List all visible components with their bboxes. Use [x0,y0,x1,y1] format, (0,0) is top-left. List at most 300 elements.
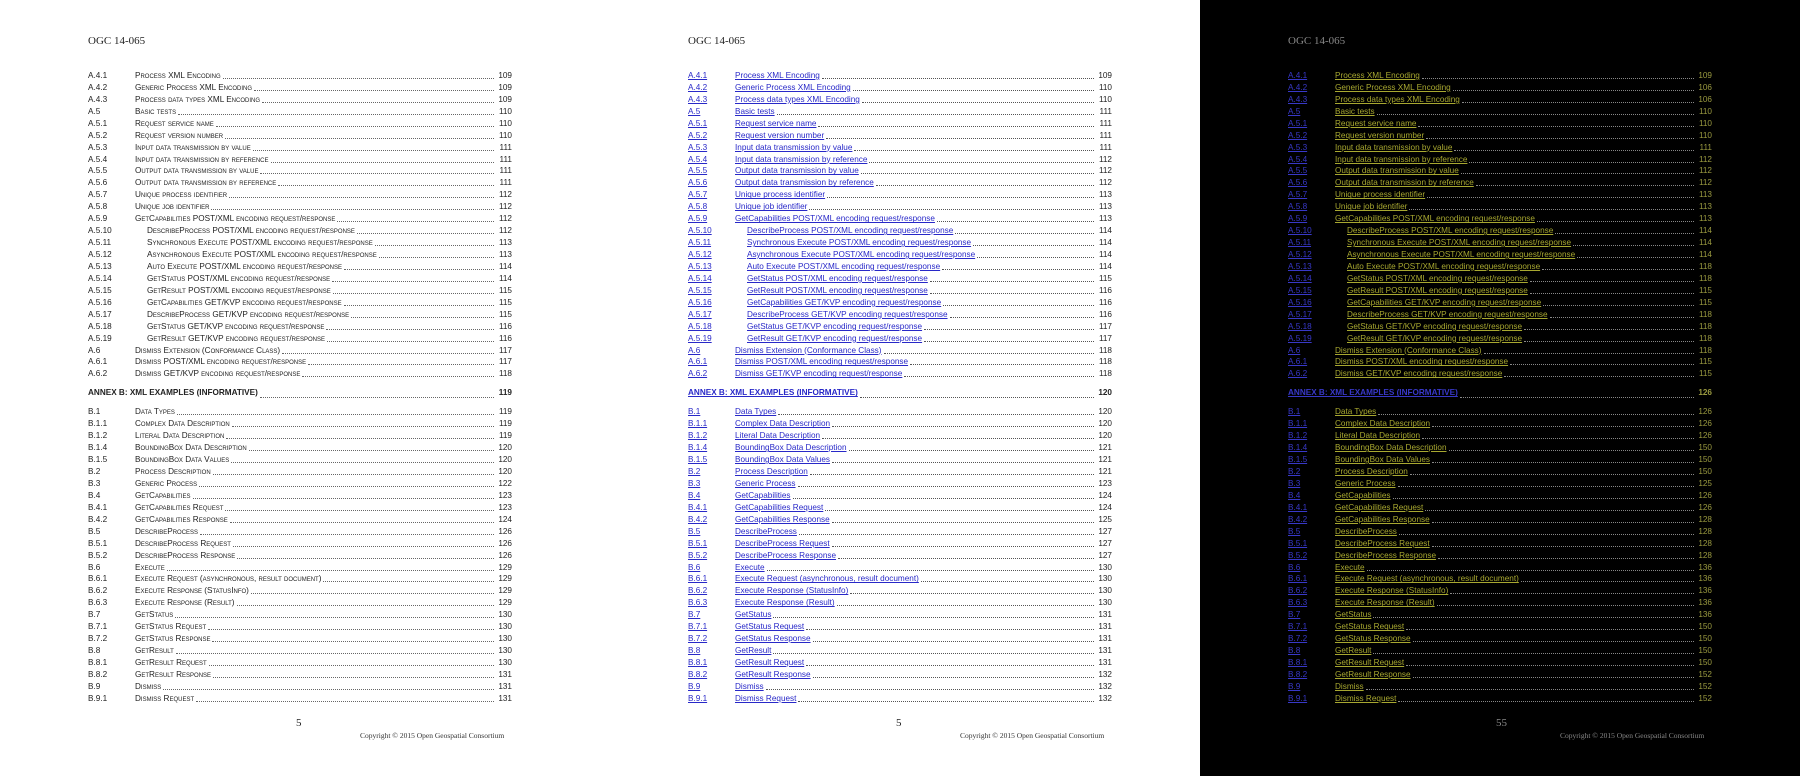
toc-entry-title: BoundingBox Data Description [135,443,247,453]
toc-entry-title[interactable]: GetCapabilities GET/KVP encoding request/response [747,297,942,307]
toc-entry-title[interactable]: Input data transmission by reference [1335,154,1468,164]
toc-entry-number: A.5.6 [1288,178,1308,188]
toc-entry[interactable] [1288,213,1712,225]
toc-entry[interactable] [1288,154,1712,166]
toc-entry-title: ANNEX B: XML EXAMPLES (INFORMATIVE) [88,388,258,398]
toc-entry [88,201,512,213]
toc-entry[interactable] [688,261,1112,273]
toc-entry-title[interactable]: Basic tests [1335,106,1375,116]
toc-entry[interactable] [688,249,1112,261]
dot-leader [854,150,1094,151]
toc-entry-title[interactable]: Request service name [735,118,817,128]
dot-leader [1367,570,1694,571]
toc-entry-title: Dismiss POST/XML encoding request/response [135,357,307,367]
toc-entry[interactable] [688,118,1112,130]
toc-entry-title[interactable]: Data Types [735,407,777,417]
toc-entry[interactable] [688,273,1112,285]
toc-entry [88,645,512,657]
dot-leader [1426,138,1694,139]
toc-entry[interactable] [1288,118,1712,130]
toc-entry-title[interactable]: Process Description [1335,467,1408,477]
toc-entry-title[interactable]: GetStatus GET/KVP encoding request/response [747,321,923,331]
toc-entry[interactable] [1288,177,1712,189]
toc-entry-title[interactable]: GetResult [1335,646,1372,656]
toc-entry[interactable] [1288,345,1712,357]
toc-entry[interactable] [1288,70,1712,82]
toc-entry[interactable] [688,597,1112,609]
toc-entry-number: A.5.14 [1288,273,1312,283]
toc-entry-title[interactable]: GetStatus [1335,610,1372,620]
toc-entry [88,130,512,142]
toc-entry-title[interactable]: Input data transmission by value [1335,142,1453,152]
toc-entry-title[interactable]: Generic Process XML Encoding [1335,82,1451,92]
toc-entry-title[interactable]: Unique job identifier [735,202,808,212]
toc-entry-title[interactable]: Dismiss POST/XML encoding request/response [1335,357,1509,367]
toc-entry-number: A.5.5 [88,166,108,176]
toc-entry-title[interactable]: GetCapabilities Response [1335,514,1430,524]
toc-entry-title[interactable]: GetResult Request [735,658,805,668]
toc-entry-title[interactable]: Dismiss Request [1335,693,1397,703]
toc-entry[interactable] [688,466,1112,478]
toc-entry-number: B.7.1 [1288,622,1308,632]
toc-entry [88,94,512,106]
toc-entry-title[interactable]: GetCapabilities [735,490,791,500]
toc-entry-title[interactable]: GetStatus Response [735,634,811,644]
toc-entry-title[interactable]: Execute Response (Result) [735,598,835,608]
toc-entry[interactable] [688,166,1112,178]
toc-entry [88,406,512,418]
toc-entry[interactable] [1288,368,1712,380]
toc-entry[interactable] [1288,201,1712,213]
toc-entry-title[interactable]: Asynchronous Execute POST/XML encoding request/response [1347,250,1576,260]
toc-entry[interactable] [688,502,1112,514]
toc-entry[interactable] [688,490,1112,502]
page-number: 5 [896,717,902,729]
toc-entry-title[interactable]: Generic Process [735,478,796,488]
toc-entry[interactable] [1288,562,1712,574]
toc-entry-title[interactable]: DescribeProcess Response [1335,550,1437,560]
toc-entry[interactable] [1288,406,1712,418]
toc-entry-title[interactable]: GetStatus POST/XML encoding request/response [747,273,928,283]
toc-entry-title[interactable]: Input data transmission by value [735,142,853,152]
toc-entry-title: DescribeProcess [135,526,199,536]
toc-entry-title[interactable]: Process Description [735,467,808,477]
dot-leader [1378,414,1694,415]
toc-entry[interactable] [1288,585,1712,597]
toc-entry-page: 112 [1098,166,1112,176]
dot-leader [1398,486,1694,487]
toc-entry-number: B.5 [1288,526,1301,536]
toc-entry-number: A.5.14 [88,273,112,283]
toc-entry-number: B.9.1 [88,693,108,703]
toc-entry[interactable] [688,130,1112,142]
toc-entry-title[interactable]: Dismiss POST/XML encoding request/response [735,357,909,367]
toc-entry-title: Process data types XML Encoding [135,94,261,104]
toc-entry-title[interactable]: BoundingBox Data Description [735,443,847,453]
toc-entry-title[interactable]: Request version number [735,130,825,140]
toc-entry[interactable] [1288,633,1712,645]
toc-entry[interactable] [1288,657,1712,669]
toc-entry-number: B.6.3 [688,598,708,608]
toc-entry-title: GetStatus [135,610,174,620]
toc-entry[interactable] [688,550,1112,562]
toc-entry[interactable] [688,454,1112,466]
toc-entry[interactable] [1288,418,1712,430]
toc-entry[interactable] [688,237,1112,249]
toc-entry[interactable] [1288,669,1712,681]
toc-entry-page: 111 [499,166,512,176]
toc-annex-heading[interactable] [1288,380,1712,406]
dot-leader [1373,653,1694,654]
toc-entry[interactable] [1288,490,1712,502]
toc-entry[interactable] [1288,621,1712,633]
toc-entry[interactable] [1288,466,1712,478]
toc-entry-title[interactable]: Auto Execute POST/XML encoding request/response [1347,261,1541,271]
toc-entry[interactable] [1288,526,1712,538]
toc-entry-title: Unique process identifier [135,190,228,200]
toc-entry-page: 113 [1698,190,1712,200]
toc-entry-title[interactable]: Complex Data Description [735,419,831,429]
toc-entry[interactable] [688,621,1112,633]
toc-entry-number: A.5.3 [1288,142,1308,152]
toc-entry-title[interactable]: Asynchronous Execute POST/XML encoding request/response [747,250,976,260]
dot-leader [1410,474,1694,475]
toc-entry-number: A.5.9 [88,214,108,224]
toc-entry-title[interactable]: Dismiss GET/KVP encoding request/response [735,369,903,379]
toc-entry-title[interactable]: DescribeProcess Response [735,550,837,560]
toc-entry-title[interactable]: Basic tests [735,106,775,116]
toc-entry-title: GetCapabilities POST/XML encoding request/response [135,214,336,224]
toc-entry[interactable] [688,633,1112,645]
toc-entry-number: A.4.3 [88,94,108,104]
toc-entry-page: 130 [1098,586,1112,596]
toc-entry-title[interactable]: DescribeProcess [735,526,797,536]
toc-entry[interactable] [1288,106,1712,118]
toc-entry[interactable] [688,657,1112,669]
toc-annex-heading[interactable] [688,380,1112,406]
toc-entry-number: A.5.7 [88,190,108,200]
toc-entry[interactable] [1288,225,1712,237]
toc-entry-title[interactable]: Unique process identifier [1335,190,1426,200]
toc-entry[interactable] [1288,538,1712,550]
toc-entry-title[interactable]: Dismiss Extension (Conformance Class) [735,345,882,355]
dot-leader [778,414,1094,415]
toc-entry[interactable] [1288,454,1712,466]
toc-entry-title[interactable]: Synchronous Execute POST/XML encoding request/response [747,238,972,248]
toc-entry[interactable] [1288,574,1712,586]
toc-entry[interactable] [1288,357,1712,369]
toc-entry-title[interactable]: Execute Response (StatusInfo) [1335,586,1449,596]
toc-entry [88,550,512,562]
toc-entry-title[interactable]: GetCapabilities Response [735,514,830,524]
toc-entry-title[interactable]: Data Types [1335,407,1377,417]
toc-entry-title[interactable]: Literal Data Description [1335,431,1421,441]
toc-entry[interactable] [1288,273,1712,285]
toc-entry[interactable] [688,201,1112,213]
toc-entry-number: A.6 [1288,345,1301,355]
toc-entry-number: B.3 [88,478,101,488]
toc-entry-title[interactable]: GetResult Response [1335,669,1411,679]
toc-entry[interactable] [688,681,1112,693]
toc-entry-title[interactable]: GetCapabilities Request [735,502,824,512]
toc-entry-title[interactable]: Synchronous Execute POST/XML encoding request/response [1347,238,1572,248]
toc-entry-title[interactable]: Generic Process [1335,478,1396,488]
toc-entry-title[interactable]: GetResult GET/KVP encoding request/response [747,333,923,343]
toc-entry-title[interactable]: GetStatus Response [1335,634,1411,644]
toc-entry-title[interactable]: BoundingBox Data Values [1335,455,1430,465]
dot-leader [1373,617,1694,618]
toc-entry-title[interactable]: GetCapabilities POST/XML encoding request/response [1335,214,1535,224]
toc-entry-title[interactable]: GetStatus GET/KVP encoding request/response [1347,321,1523,331]
toc-entry[interactable] [1288,609,1712,621]
toc-entry[interactable] [1288,189,1712,201]
toc-entry[interactable] [1288,597,1712,609]
toc-entry-page: 111 [1099,118,1112,128]
toc-entry-page: 113 [1098,190,1112,200]
toc-entry-title[interactable]: GetCapabilities [1335,490,1391,500]
dot-leader [813,641,1094,642]
toc-entry-title[interactable]: Output data transmission by value [735,166,859,176]
toc-entry-title[interactable]: Process data types XML Encoding [1335,94,1460,104]
toc-entry[interactable] [1288,478,1712,490]
toc-entry-number: A.5.4 [88,154,108,164]
toc-entry[interactable] [688,645,1112,657]
toc-entry[interactable] [1288,442,1712,454]
toc-entry-title[interactable]: GetStatus [735,610,772,620]
toc-entry[interactable] [1288,681,1712,693]
toc-entry-title[interactable]: DescribeProcess POST/XML encoding request/response [747,226,954,236]
toc-entry-page: 117 [1098,333,1112,343]
toc-entry-title[interactable]: Unique job identifier [1335,202,1408,212]
toc-entry[interactable] [688,213,1112,225]
toc-entry[interactable] [1288,166,1712,178]
toc-entry-title[interactable]: GetStatus Request [1335,622,1405,632]
toc-entry-title[interactable]: Literal Data Description [735,431,821,441]
toc-entry-title[interactable]: GetCapabilities GET/KVP encoding request/response [1347,297,1542,307]
toc-entry-title[interactable]: Input data transmission by reference [735,154,868,164]
toc-entry[interactable] [688,142,1112,154]
toc-entry-page: 117 [498,345,512,355]
toc-entry[interactable] [1288,514,1712,526]
table-of-contents [88,70,512,705]
toc-entry-title[interactable]: GetStatus Request [735,622,805,632]
toc-entry[interactable] [1288,693,1712,705]
toc-entry-number: B.9 [1288,681,1301,691]
toc-entry-title[interactable]: GetResult Response [735,669,811,679]
toc-entry-title[interactable]: Output data transmission by value [1335,166,1459,176]
toc-entry-number: B.4.1 [1288,502,1308,512]
dot-leader [375,245,494,246]
toc-entry-title[interactable]: GetCapabilities POST/XML encoding request/response [735,214,935,224]
toc-entry-page: 110 [1098,82,1112,92]
toc-entry-title[interactable]: BoundingBox Data Description [1335,443,1447,453]
toc-entry-title[interactable]: Dismiss [1335,681,1364,691]
toc-entry-title[interactable]: GetResult [735,646,772,656]
toc-entry-title: GetStatus Request [135,622,207,632]
toc-entry[interactable] [688,442,1112,454]
toc-entry[interactable] [1288,550,1712,562]
toc-entry[interactable] [1288,142,1712,154]
toc-entry-title[interactable]: DescribeProcess [1335,526,1397,536]
toc-entry-page: 126 [1698,490,1712,500]
toc-entry-title[interactable]: DescribeProcess POST/XML encoding request/response [1347,226,1554,236]
toc-entry[interactable] [688,189,1112,201]
toc-entry-title[interactable]: Complex Data Description [1335,419,1431,429]
toc-entry[interactable] [688,478,1112,490]
toc-entry-title: DescribeProcess Request [135,538,231,548]
toc-entry-title: Dismiss GET/KVP encoding request/response [135,369,301,379]
toc-entry-title[interactable]: Unique process identifier [735,190,826,200]
toc-entry-title[interactable]: ANNEX B: XML EXAMPLES (INFORMATIVE) [1288,388,1458,398]
toc-entry[interactable] [688,345,1112,357]
toc-entry-number: B.1.5 [688,455,708,465]
dot-leader [1573,245,1694,246]
toc-entry-title[interactable]: Process XML Encoding [735,70,820,80]
toc-entry-title[interactable]: DescribeProcess Request [1335,538,1430,548]
toc-entry-page: 120 [498,467,512,477]
dot-leader [832,426,1094,427]
toc-entry-title[interactable]: GetResult GET/KVP encoding request/response [1347,333,1523,343]
toc-entry[interactable] [688,430,1112,442]
toc-entry[interactable] [1288,430,1712,442]
toc-entry-title[interactable]: BoundingBox Data Values [735,455,830,465]
toc-entry[interactable] [688,297,1112,309]
toc-entry[interactable] [688,285,1112,297]
toc-entry[interactable] [688,94,1112,106]
toc-entry-number: A.5.4 [688,154,708,164]
toc-entry[interactable] [1288,321,1712,333]
toc-entry-title: Asynchronous Execute POST/XML encoding request/response [147,250,377,260]
toc-entry-title[interactable]: Process data types XML Encoding [735,94,860,104]
toc-entry [88,189,512,201]
toc-entry-title[interactable]: GetResult Request [1335,658,1405,668]
toc-entry[interactable] [688,693,1112,705]
toc-entry-title[interactable]: Generic Process XML Encoding [735,82,851,92]
toc-entry-page: 110 [1098,94,1112,104]
toc-entry[interactable] [688,609,1112,621]
toc-entry-title[interactable]: DescribeProcess GET/KVP encoding request/response [1347,309,1548,319]
toc-entry-number: A.6.2 [688,369,708,379]
toc-entry[interactable] [1288,502,1712,514]
toc-entry-title[interactable]: Output data transmission by reference [735,178,874,188]
toc-entry[interactable] [688,70,1112,82]
toc-entry-number: B.2 [1288,467,1301,477]
toc-entry-page: 116 [1098,285,1112,295]
toc-entry[interactable] [688,177,1112,189]
toc-entry-title: GetResult POST/XML encoding request/response [147,285,331,295]
toc-entry[interactable] [1288,645,1712,657]
toc-entry-page: 115 [1098,273,1112,283]
toc-entry-page: 122 [498,478,512,488]
toc-entry-title[interactable]: Auto Execute POST/XML encoding request/response [747,261,941,271]
toc-entry[interactable] [688,669,1112,681]
toc-entry-title[interactable]: Execute [735,562,765,572]
toc-entry[interactable] [688,309,1112,321]
toc-entry-title[interactable]: DescribeProcess Request [735,538,830,548]
toc-entry-title[interactable]: Dismiss [735,681,764,691]
toc-entry-page: 118 [1098,345,1112,355]
toc-entry-title: Request service name [135,118,214,128]
toc-entry[interactable] [688,321,1112,333]
toc-entry-title[interactable]: Dismiss Request [735,693,797,703]
dot-leader [232,426,494,427]
toc-entry-title[interactable]: DescribeProcess GET/KVP encoding request/response [747,309,948,319]
toc-entry[interactable] [688,585,1112,597]
toc-entry-number: B.8.2 [88,669,108,679]
toc-entry-title[interactable]: Dismiss GET/KVP encoding request/response [1335,369,1503,379]
dot-leader [849,450,1094,451]
toc-entry[interactable] [688,225,1112,237]
toc-entry[interactable] [1288,237,1712,249]
toc-entry[interactable] [1288,130,1712,142]
toc-entry-number: B.1.4 [688,443,708,453]
toc-entry-title[interactable]: Execute [1335,562,1365,572]
toc-entry-number: B.6.2 [1288,586,1308,596]
toc-entry-title[interactable]: Process XML Encoding [1335,70,1420,80]
toc-entry-page: 115 [498,309,512,319]
toc-entry[interactable] [1288,309,1712,321]
toc-entry-title[interactable]: Execute Request (asynchronous, result document) [1335,574,1519,584]
toc-entry[interactable] [1288,249,1712,261]
toc-entry[interactable] [688,562,1112,574]
toc-entry-title[interactable]: Dismiss Extension (Conformance Class) [1335,345,1482,355]
toc-entry-title[interactable]: GetStatus POST/XML encoding request/response [1347,273,1528,283]
toc-entry[interactable] [1288,261,1712,273]
toc-entry-title[interactable]: Output data transmission by reference [1335,178,1474,188]
toc-entry-title[interactable]: Request service name [1335,118,1417,128]
toc-entry[interactable] [688,514,1112,526]
toc-entry-title[interactable]: Execute Response (StatusInfo) [735,586,849,596]
toc-entry[interactable] [688,574,1112,586]
toc-entry[interactable] [688,406,1112,418]
toc-entry-title[interactable]: GetResult POST/XML encoding request/response [747,285,928,295]
toc-entry [88,633,512,645]
toc-entry[interactable] [1288,82,1712,94]
toc-entry-page: 110 [498,118,512,128]
toc-entry-title[interactable]: Execute Request (asynchronous, result document) [735,574,919,584]
dot-leader [177,414,494,415]
toc-entry[interactable] [1288,285,1712,297]
dot-leader [793,498,1094,499]
toc-entry-title[interactable]: GetResult POST/XML encoding request/response [1347,285,1528,295]
toc-entry[interactable] [688,538,1112,550]
toc-entry-page: 114 [1098,226,1112,236]
toc-entry-page: 113 [498,250,512,260]
toc-entry[interactable] [688,106,1112,118]
toc-entry[interactable] [688,368,1112,380]
toc-entry[interactable] [688,357,1112,369]
toc-entry-page: 112 [1098,178,1112,188]
toc-entry-page: 116 [498,321,512,331]
toc-entry[interactable] [688,82,1112,94]
toc-entry-page: 150 [1698,622,1712,632]
toc-entry-title[interactable]: GetCapabilities Request [1335,502,1424,512]
toc-entry-number: A.4.3 [688,94,708,104]
toc-entry[interactable] [688,154,1112,166]
toc-entry-page: 112 [498,226,512,236]
toc-entry[interactable] [688,526,1112,538]
toc-entry[interactable] [1288,297,1712,309]
toc-entry[interactable] [1288,94,1712,106]
toc-entry-title[interactable]: ANNEX B: XML EXAMPLES (INFORMATIVE) [688,388,858,398]
toc-entry-page: 130 [498,610,512,620]
toc-entry-title[interactable]: Execute Response (Result) [1335,598,1435,608]
toc-entry-title[interactable]: Request version number [1335,130,1425,140]
dot-leader [323,581,494,582]
toc-entry[interactable] [688,418,1112,430]
toc-entry[interactable] [1288,333,1712,345]
toc-entry[interactable] [688,333,1112,345]
